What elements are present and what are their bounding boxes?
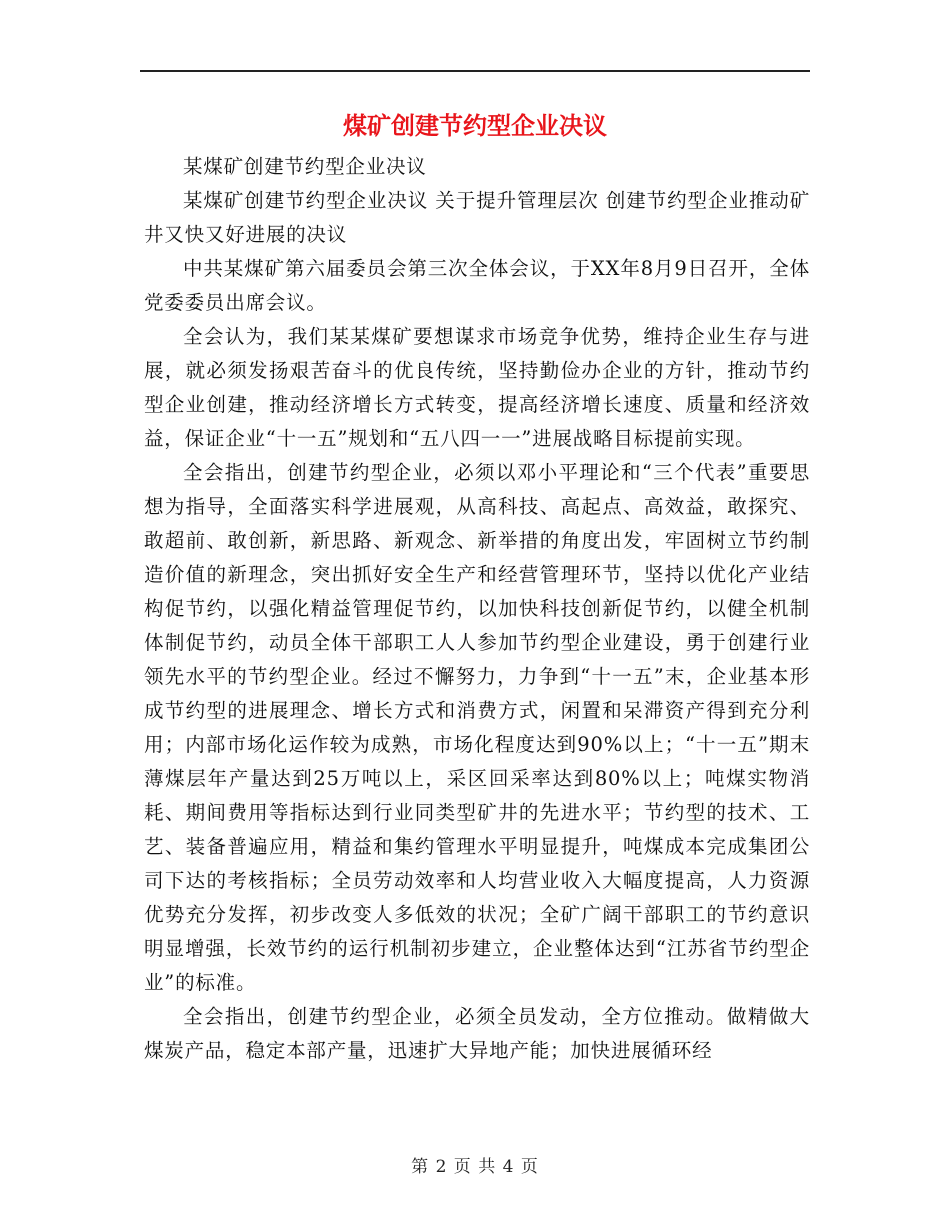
paragraph-plenary-mobilization: 全会指出，创建节约型企业，必须全员发动，全方位推动。做精做大煤炭产品，稳定本部产量，迅速扩大异地产能；加快进展循环经: [144, 1005, 810, 1062]
document-title: 煤矿创建节约型企业决议: [343, 111, 607, 140]
page-number: 第 2 页 共 4 页: [411, 1157, 539, 1177]
paragraph-plenary-goals: 全会指出，创建节约型企业，必须以邓小平理论和“三个代表”重要思想为指导，全面落实科学进展观，从高科技、高起点、高效益，敢探究、敢超前、敢创新，新思路、新观念、新举措的角度出发，牢固树立节约制造价值的新理念，突出抓好安全生产和经营管理环节，坚持以优化产业结构促节约，以强化精益管理促节约，以加快科技创新促节约，以健全机制体制促节约，动员全体干部职工人人参加节约型企业建设，勇于创建行业领先水平的节约型企业。经过不懈努力，力争到“十一五”末，企业基本形成节约型的进展理念、增长方式和消费方式，闲置和呆滞资产得到充分利用；内部市场化运作较为成熟，市场化程度达到90%以上；“十一五”期末薄煤层年产量达到25万吨以上，采区回采率达到80%以上；吨煤实物消耗、期间费用等指标达到行业同类型矿井的先进水平；节约型的技术、工艺、装备普遍应用，精益和集约管理水平明显提升，吨煤成本完成集团公司下达的考核指标；全员劳动效率和人均营业收入大幅度提高，人力资源优势充分发挥，初步改变人多低效的状况；全矿广阔干部职工的节约意识明显增强，长效节约的运行机制初步建立，企业整体达到“江苏省节约型企业”的标准。: [144, 461, 810, 994]
paragraph-meeting-info: 中共某煤矿第六届委员会第三次全体会议，于XX年8月9日召开，全体党委委员出席会议。: [144, 257, 810, 314]
paragraph-plenary-view: 全会认为，我们某某煤矿要想谋求市场竞争优势，维持企业生存与进展，就必须发扬艰苦奋斗的优良传统，坚持勤俭办企业的方针，推动节约型企业创建，推动经济增长方式转变，提高经济增长速度、质量和经济效益，保证企业“十一五”规划和“五八四一一”进展战略目标提前实现。: [144, 325, 810, 450]
paragraph-resolution-name: 某煤矿创建节约型企业决议 关于提升管理层次 创建节约型企业推动矿井又快又好进展的决议: [144, 189, 810, 246]
header-rule: [140, 70, 810, 72]
document-body: [144, 150, 810, 1068]
paragraph-subtitle: 某煤矿创建节约型企业决议: [183, 155, 427, 178]
